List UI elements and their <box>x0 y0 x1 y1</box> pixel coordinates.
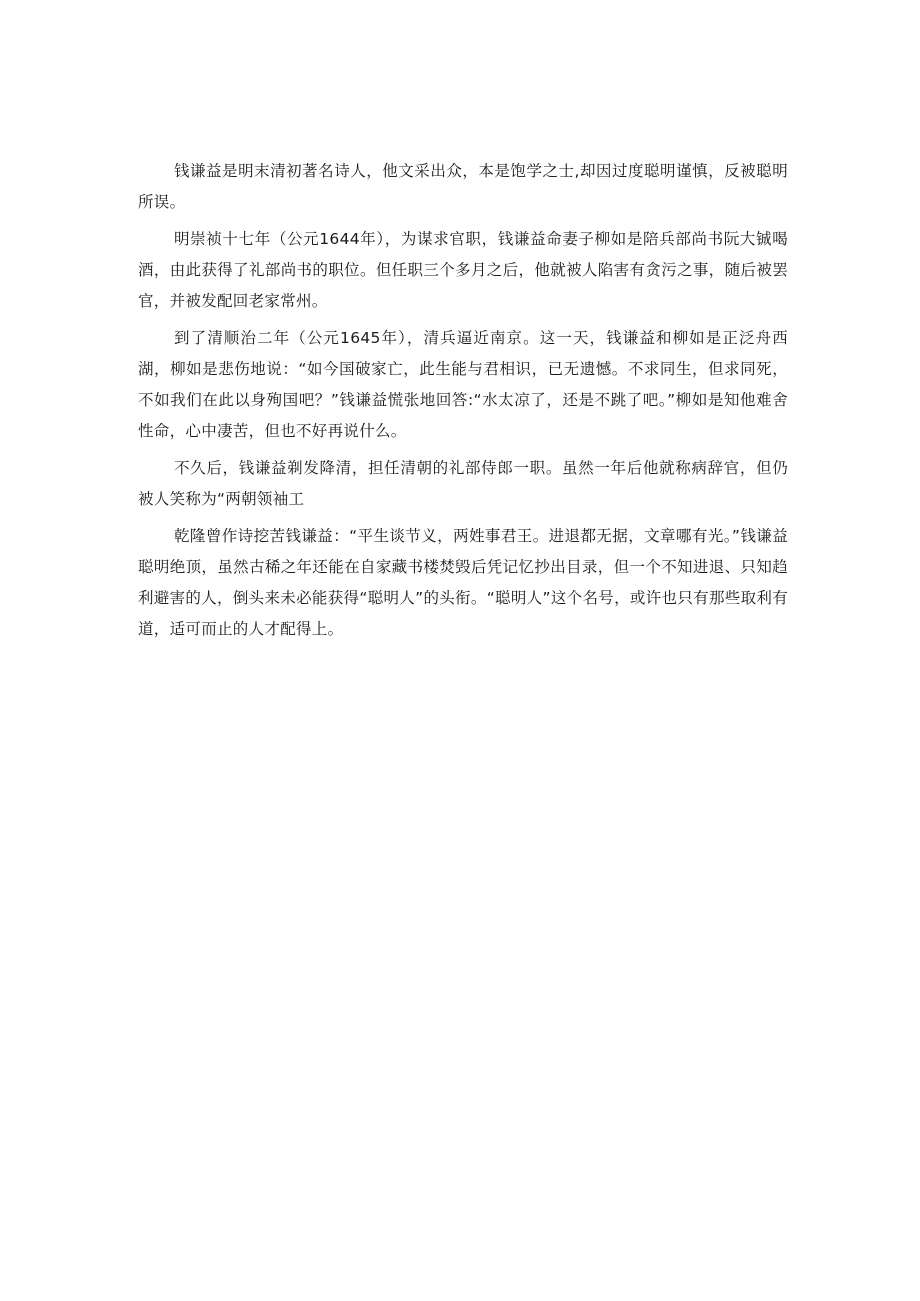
paragraph-4: 不久后，钱谦益剃发降清，担任清朝的礼部侍郎一职。虽然一年后他就称病辞官，但仍被人笑称为“两朝领袖工 <box>138 459 788 508</box>
paragraph-5: 乾隆曾作诗挖苦钱谦益：“平生谈节义，两姓事君王。进退都无据，文章哪有光。”钱谦益聪明绝顶，虽然古稀之年还能在自家藏书楼焚毁后凭记忆抄出目录，但一个不知进退、只知趋利避害的人，倒头来未必能获得“聪明人”的头衔。“聪明人”这个名号，或许也只有那些取利有道，适可而止的人才配得上。 <box>138 527 788 638</box>
paragraph-3: 到了清顺治二年（公元1645年），清兵逼近南京。这一天，钱谦益和柳如是正泛舟西湖，柳如是悲伤地说：“如今国破家亡，此生能与君相识，已无遗憾。不求同生，但求同死，不如我们在此以身殉国吧？”钱谦益慌张地回答:“水太凉了，还是不跳了吧。”柳如是知他难舍性命，心中凄苦，但也不好再说什么。 <box>138 329 788 440</box>
paragraph-1: 钱谦益是明末清初著名诗人，他文采出众，本是饱学之士,却因过度聪明谨慎，反被聪明所误。 <box>138 162 788 211</box>
article-body <box>138 156 788 651</box>
paragraph-2: 明崇祯十七年（公元1644年），为谋求官职，钱谦益命妻子柳如是陪兵部尚书阮大铖喝酒，由此获得了礼部尚书的职位。但任职三个多月之后，他就被人陷害有贪污之事，随后被罢官，并被发配回老家常州。 <box>138 230 788 310</box>
